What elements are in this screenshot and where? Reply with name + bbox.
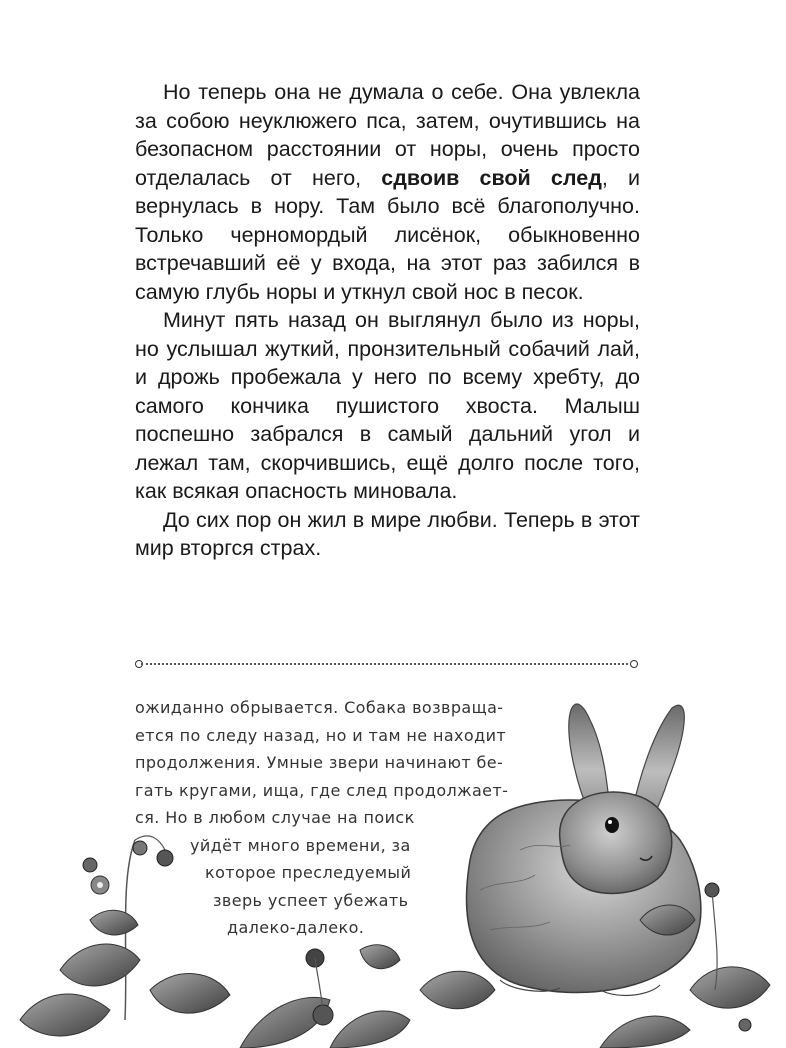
- paragraph: [135, 506, 640, 563]
- note-line: ется по следу назад, но и там не находит: [135, 725, 507, 745]
- paragraph: [135, 78, 640, 306]
- note-line: ожиданно обрывается. Собака возвраща-: [135, 698, 504, 717]
- divider-line: [141, 663, 632, 665]
- note-line: которое преследуемый: [205, 863, 412, 882]
- paragraph: [135, 306, 640, 506]
- note-line: зверь успеет убежать: [213, 890, 409, 910]
- main-text: [135, 78, 640, 563]
- text-segment: , и вернулась в нору. Там было всё благополучно. Только черномордый лисёнок, обыкновенно встречавший её у входа, на этот раз забился в самую глубь норы и уткнул свой нос в песок.: [135, 165, 641, 304]
- bold-term: сдвоив свой след: [381, 165, 602, 190]
- note-line: продолжения. Умные звери начинают бе-: [135, 753, 504, 772]
- note-line: далеко-далеко.: [227, 918, 365, 937]
- text-segment: Минут пять назад он выглянул было из норы, но услышал жуткий, пронзительный собачий лай, и дрожь пробежала у него по всему хребту, до самого кончика пушистого хвоста. Малыш поспешно забрался в самый дальний угол и лежал там, скорчившись, ещё долго после того, как всякая опасность миновала.: [135, 308, 640, 503]
- note-line: ся. Но в любом случае на поиск: [135, 808, 415, 827]
- section-divider: [135, 660, 638, 668]
- text-segment: До сих пор он жил в мире любви. Теперь в этот мир вторгся страх.: [135, 507, 640, 560]
- strawberry-plant-left: [20, 836, 230, 1036]
- text-segment: Но теперь она не думала о себе. Она увлекла за собою неуклюжего пса, затем, очутившись на безопасном расстоянии от норы, очень просто отделалась от него,: [135, 80, 640, 190]
- note-line: гать кругами, ища, где след продолжает-: [135, 780, 509, 800]
- divider-dot-right: [630, 660, 638, 668]
- note-line: уйдёт много времени, за: [190, 835, 411, 855]
- strawberry-plant-middle: [240, 945, 495, 1048]
